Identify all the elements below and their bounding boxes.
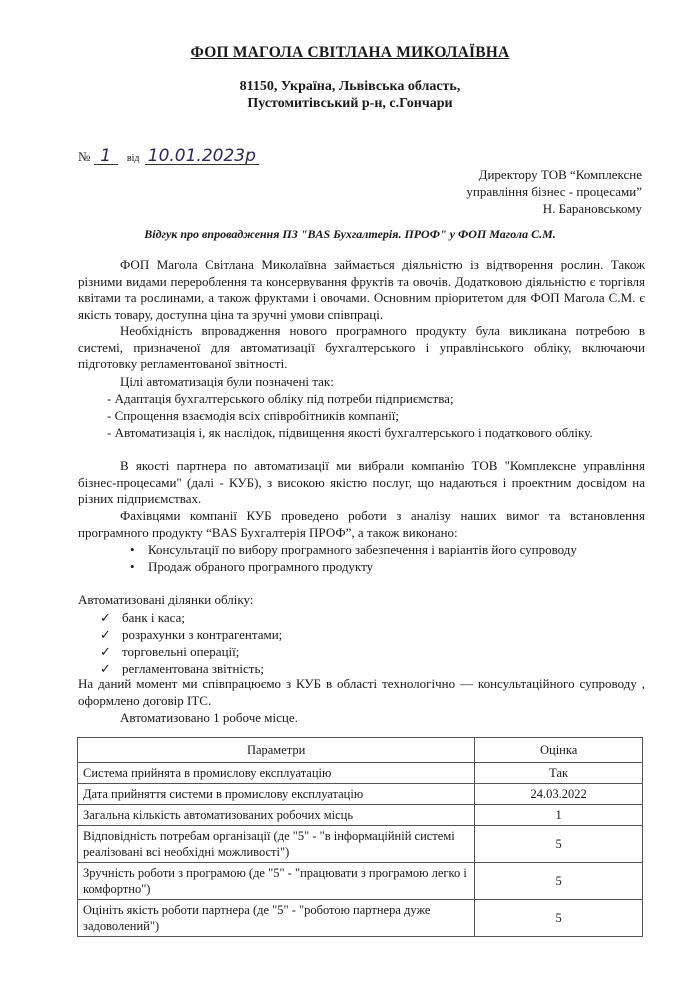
value-cell: Так bbox=[475, 763, 643, 784]
checklist-item bbox=[100, 626, 282, 643]
paragraph-activity: ФОП Магола Світлана Миколаївна займається діяльністю із відтворення рослин. Також різними видами перероблення та консервування фруктів та овочів. Додатковою діяльністю є торгівля квітами та рослинами, а також фруктами і овочами. Основним пріоритетом для ФОП Магола С.М. є якість товару, доступна ціна та зручні умови співпраці. bbox=[78, 257, 645, 322]
table-row bbox=[78, 900, 643, 937]
registration-line bbox=[78, 148, 259, 165]
goal-item: - Автоматизація і, як наслідок, підвищення якості бухгалтерського і податкового обліку. bbox=[107, 425, 593, 440]
table-row bbox=[78, 863, 643, 900]
company-name: ФОП МАГОЛА СВІТЛАНА МИКОЛАЇВНА bbox=[190, 44, 510, 61]
addressee-line-1: Директору ТОВ “Комплексне bbox=[478, 167, 642, 182]
goal-item: - Адаптація бухгалтерського обліку під потреби підприємства; bbox=[107, 391, 454, 406]
value-cell: 5 bbox=[475, 863, 643, 900]
table-header-row bbox=[78, 738, 643, 763]
param-cell: Дата прийняття системи в промислову експлуатацію bbox=[78, 784, 475, 805]
bullet-item bbox=[130, 558, 374, 575]
checkmark-icon: ✓ bbox=[100, 610, 111, 625]
address-line-1: 81150, Україна, Львівська область, bbox=[239, 79, 461, 94]
checklist-text: торговельні операції; bbox=[122, 644, 240, 659]
table-row bbox=[78, 763, 643, 784]
bullet-icon: • bbox=[130, 542, 135, 557]
parameters-table bbox=[77, 737, 643, 937]
handwritten-number: 1 bbox=[94, 148, 118, 165]
goal-item: - Спрощення взаємодія всіх співробітників компанії; bbox=[107, 408, 400, 423]
header-rating: Оцінка bbox=[475, 738, 643, 763]
goals-title: Цілі автоматизація були позначені так: bbox=[120, 374, 334, 389]
addressee-block bbox=[466, 166, 642, 217]
param-cell: Загальна кількість автоматизованих робочих місць bbox=[78, 805, 475, 826]
paragraph-work-done: Фахівцями компанії КУБ проведено роботи з аналізу наших вимог та встановлення програмного продукту “BAS Бухгалтерія ПРОФ”, а також виконано: bbox=[78, 508, 645, 540]
checklist-item bbox=[100, 643, 239, 660]
subject-title: Відгук про впровадження ПЗ "BAS Бухгалтерія. ПРОФ" у ФОП Магола С.М. bbox=[144, 227, 556, 241]
paragraph-cooperation: На даний момент ми співпрацюємо з КУБ в області технологічно — консультаційного супроводу , оформлено договір ІТС. bbox=[78, 676, 645, 708]
checklist-text: регламентована звітність; bbox=[122, 661, 265, 676]
paragraph-necessity: Необхідність впровадження нового програмного продукту була викликана потребою в системі, призначеної для автоматизації бухгалтерського і управлінського обліку, включаючи підготовку регламентованої звітності. bbox=[78, 323, 645, 371]
handwritten-date: 10.01.2023р bbox=[145, 148, 259, 165]
bullet-icon: • bbox=[130, 559, 135, 574]
bullet-text: Продаж обраного програмного продукту bbox=[148, 559, 374, 574]
param-cell: Відповідність потребам організації (де "5" - "в інформаційній системі реалізовані всі необхідні можливості") bbox=[78, 826, 475, 863]
value-cell: 1 bbox=[475, 805, 643, 826]
table-row bbox=[78, 784, 643, 805]
checklist-text: розрахунки з контрагентами; bbox=[122, 627, 283, 642]
checklist-text: банк і каса; bbox=[122, 610, 185, 625]
bullet-text: Консультації по вибору програмного забезпечення і варіантів його супроводу bbox=[148, 542, 577, 557]
address-line-2: Пустомитівський р-н, с.Гончари bbox=[247, 96, 453, 111]
date-label: від bbox=[126, 153, 140, 164]
param-cell: Система прийнята в промислову експлуатацію bbox=[78, 763, 475, 784]
value-cell: 24.03.2022 bbox=[475, 784, 643, 805]
checkmark-icon: ✓ bbox=[100, 627, 111, 642]
param-cell: Оцініть якість роботи партнера (де "5" - "роботою партнера дуже задоволений") bbox=[78, 900, 475, 937]
value-cell: 5 bbox=[475, 900, 643, 937]
addressee-line-3: Н. Барановському bbox=[542, 201, 642, 216]
checkmark-icon: ✓ bbox=[100, 644, 111, 659]
checklist-item bbox=[100, 609, 185, 626]
number-label: № bbox=[78, 149, 91, 164]
addressee-line-2: управління бізнес - процесами” bbox=[466, 184, 642, 199]
automated-areas-title: Автоматизовані ділянки обліку: bbox=[78, 592, 254, 607]
header-parameters: Параметри bbox=[78, 738, 475, 763]
checkmark-icon: ✓ bbox=[100, 661, 111, 676]
param-cell: Зручність роботи з програмою (де "5" - "працювати з програмою легко і комфортно") bbox=[78, 863, 475, 900]
table-row bbox=[78, 826, 643, 863]
value-cell: 5 bbox=[475, 826, 643, 863]
paragraph-partner: В якості партнера по автоматизації ми вибрали компанію ТОВ "Комплексне управління бізнес-процесами" (далі - КУБ), з високою якістю послуг, що надаються і проектним досвідом на різних підприємствах. bbox=[78, 458, 645, 506]
bullet-item bbox=[130, 541, 577, 558]
table-row bbox=[78, 805, 643, 826]
checklist-item bbox=[100, 660, 264, 677]
paragraph-workplaces: Автоматизовано 1 робоче місце. bbox=[120, 710, 298, 725]
